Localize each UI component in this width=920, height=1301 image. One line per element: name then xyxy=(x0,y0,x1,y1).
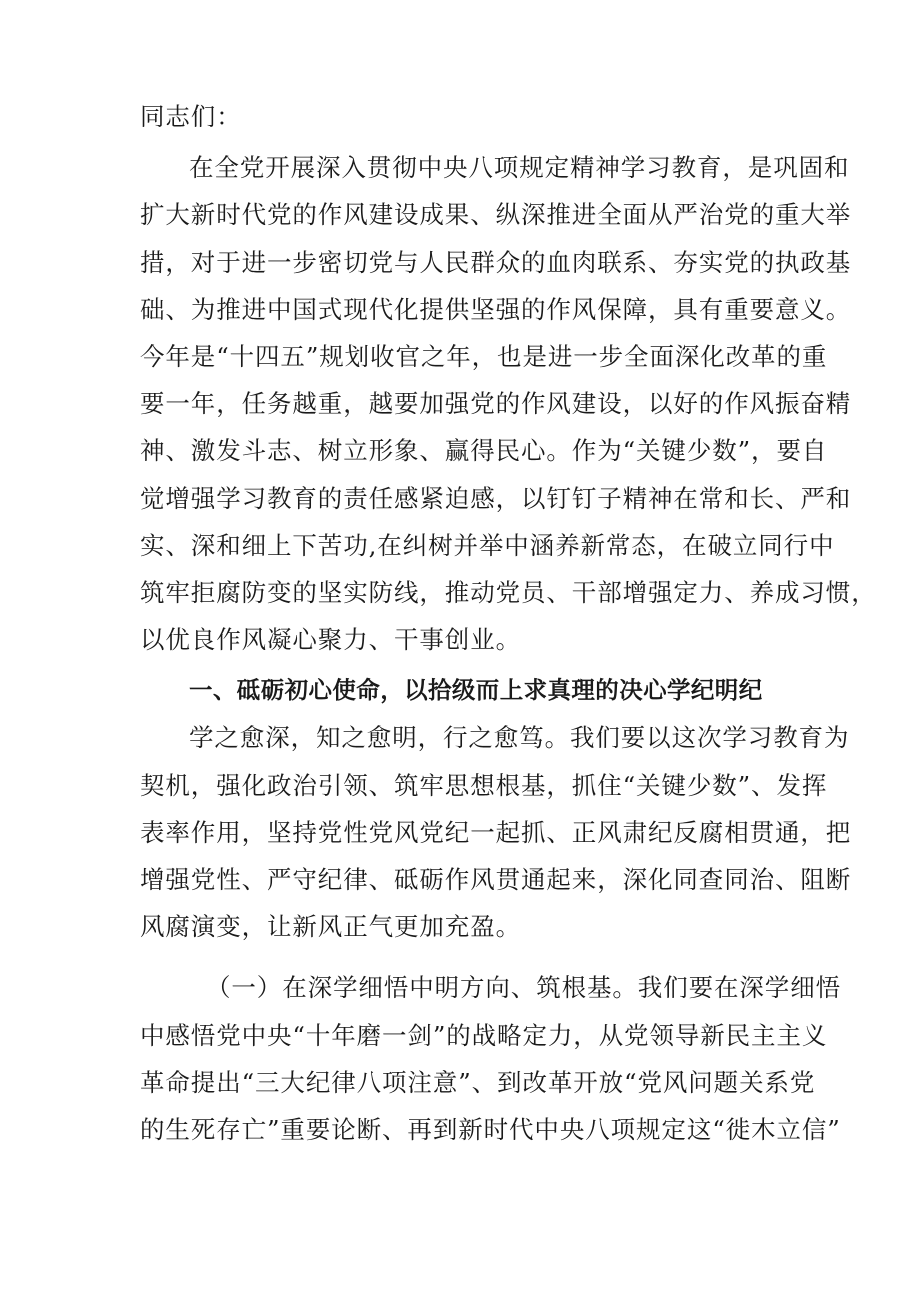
text-line: 学之愈深，知之愈明，行之愈笃。我们要以这次学习教育为 xyxy=(189,723,850,753)
text-line: 的生死存亡”重要论断、再到新时代中央八项规定这“徙木立信” xyxy=(140,1114,841,1144)
text-line: 扩大新时代党的作风建设成果、纵深推进全面从严治党的重大举 xyxy=(140,200,852,230)
text-line: 增强党性、严守纪律、砥砺作风贯通起来，深化同查同治、阻断 xyxy=(140,865,852,894)
text-line: 以优良作风凝心聚力、干事创业。 xyxy=(140,625,521,655)
section1-paragraph xyxy=(140,714,852,950)
text-line: 措，对于进一步密切党与人民群众的血肉联系、夯实党的执政基 xyxy=(140,247,852,277)
text-line: 础、为推进中国式现代化提供坚强的作风保障，具有重要意义。 xyxy=(140,294,852,324)
subsection1-paragraph xyxy=(140,964,841,1153)
text-line: 实、深和细上下苦功,在纠树并举中涵养新常态，在破立同行中 xyxy=(140,530,835,560)
text-line: 革命提出“三大纪律八项注意”、到改革开放“党风问题关系党 xyxy=(140,1067,816,1097)
text-line: 风腐演变，让新风正气更加充盈。 xyxy=(140,912,521,942)
text-line: 觉增强学习教育的责任感紧迫感，以钉钉子精神在常和长、严和 xyxy=(140,483,852,513)
text-line: 契机，强化政治引领、筑牢思想根基，抓住“关键少数”、发挥 xyxy=(140,770,828,800)
text-line: 今年是“十四五”规划收官之年，也是进一步全面深化改革的重 xyxy=(140,341,828,371)
text-line: 要一年，任务越重，越要加强党的作风建设，以好的作风振奋精 xyxy=(140,389,852,419)
text-line: 在全党开展深入贯彻中央八项规定精神学习教育，是巩固和 xyxy=(189,153,850,183)
text-line: 神、激发斗志、树立形象、赢得民心。作为“关键少数”，要自 xyxy=(140,436,828,466)
intro-paragraph xyxy=(140,144,877,663)
text-line: 表率作用，坚持党性党风党纪一起抓、正风肃纪反腐相贯通，把 xyxy=(140,817,852,847)
section-heading: 一、砥砺初心使命，以拾级而上求真理的决心学纪明纪 xyxy=(189,676,763,705)
text-line: 中感悟党中央“十年磨一剑”的战略定力，从党领导新民主主义 xyxy=(140,1020,828,1050)
text-line: 筑牢拒腐防变的坚实防线，推动党员、干部增强定力、养成习惯， xyxy=(140,577,877,607)
document-body xyxy=(140,93,877,1153)
text-line: （一）在深学细悟中明方向、筑根基。我们要在深学细悟 xyxy=(206,973,841,1003)
salutation: 同志们： xyxy=(140,102,242,131)
